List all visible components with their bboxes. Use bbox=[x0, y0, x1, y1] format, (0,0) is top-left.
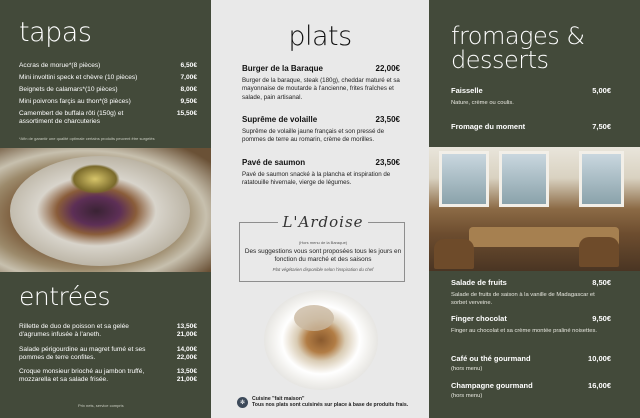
dessert-desc: Nature, crème ou coulis. bbox=[451, 100, 514, 106]
window-image bbox=[579, 151, 624, 207]
menu-item bbox=[19, 323, 197, 339]
dish-item bbox=[242, 158, 400, 188]
dessert-item bbox=[451, 314, 611, 335]
item-label: Rillette de duo de poisson et sa gelée d'agrumes infusée à l'aneth. bbox=[19, 323, 129, 338]
menu-item bbox=[19, 346, 197, 362]
menu-item bbox=[19, 62, 197, 70]
tapas-photo bbox=[0, 148, 211, 272]
dish-price: 23,50€ bbox=[375, 158, 400, 167]
item-label: Mini involtini speck et chèvre (10 pièces) bbox=[19, 74, 138, 81]
dessert-item bbox=[451, 86, 611, 107]
dessert-name: Café ou thé gourmand bbox=[451, 354, 531, 363]
plats-column bbox=[211, 0, 429, 418]
dessert-desc: Salade de fruits de saison à la vanille de Madagascar et sorbet verveine. bbox=[451, 292, 595, 306]
dish-item bbox=[242, 115, 400, 145]
cuisine-line2: Tous nos plats sont cuisinés sur place à base de produits frais. bbox=[252, 402, 409, 408]
dessert-name: Champagne gourmand bbox=[451, 381, 533, 390]
dessert-desc: Finger au chocolat et sa crème montée praliné noisettes. bbox=[451, 328, 597, 334]
item-price: 6,50€ bbox=[180, 62, 197, 69]
dessert-name: Salade de fruits bbox=[451, 278, 507, 287]
dish-price: 22,00€ bbox=[375, 64, 400, 73]
dish-desc: Burger de la baraque, steak (180g), cheddar maturé et sa mayonnaise de moutarde à l'ancienne, frites fraîches et salade, pain artisanal. bbox=[242, 77, 400, 101]
item-price: 14,00€ 22,00€ bbox=[176, 346, 197, 361]
item-label: Camembert de buffala rôti (150g) et assortiment de charcuteries bbox=[19, 110, 124, 125]
dessert-price: 9,50€ bbox=[592, 314, 611, 323]
menu-item bbox=[19, 110, 197, 126]
dish-photo bbox=[264, 290, 378, 390]
chef-icon: ✻ bbox=[237, 397, 248, 408]
dessert-price: 8,50€ bbox=[592, 278, 611, 287]
dish-desc: Pavé de saumon snacké à la plancha et inspiration de ratatouille hivernale, vierge de légumes. bbox=[242, 171, 391, 187]
dessert-price: 10,00€ bbox=[588, 354, 611, 363]
menu-item bbox=[19, 86, 197, 94]
item-label: Beignets de calamars*(10 pièces) bbox=[19, 86, 118, 93]
plats-title: plats bbox=[288, 21, 352, 52]
dish-desc: Suprême de volaille jaune français et son pressé de pommes de terre au romarin, crème de morilles. bbox=[242, 128, 385, 144]
chair-image bbox=[579, 237, 619, 267]
dessert-item bbox=[451, 381, 611, 400]
item-price: 8,00€ bbox=[180, 86, 197, 93]
ardoise-logo: L'Ardoise bbox=[240, 213, 406, 231]
menu-item bbox=[19, 74, 197, 82]
tapas-entrees-column bbox=[0, 0, 211, 418]
dish-name: Pavé de saumon bbox=[242, 158, 306, 167]
item-price: 9,50€ bbox=[180, 98, 197, 105]
dessert-name: Finger chocolat bbox=[451, 314, 507, 323]
dessert-item bbox=[451, 278, 611, 307]
dessert-desc: (hors menu) bbox=[451, 366, 483, 372]
cuisine-note bbox=[237, 396, 408, 408]
item-price: 13,50€ 21,00€ bbox=[176, 323, 197, 338]
dish-name: Burger de la Baraque bbox=[242, 64, 323, 73]
window-image bbox=[499, 151, 549, 207]
ardoise-veg: Plat végétarien disponible selon l'inspiration du chef bbox=[272, 267, 374, 272]
dessert-desc: (hors menu) bbox=[451, 393, 483, 399]
dish-price: 23,50€ bbox=[375, 115, 400, 124]
item-label: Mini poivrons farçis au thon*(8 pièces) bbox=[19, 98, 131, 105]
window-image bbox=[439, 151, 489, 207]
desserts-column bbox=[429, 0, 640, 418]
chair-image bbox=[434, 239, 474, 269]
dessert-item bbox=[451, 354, 611, 373]
dessert-price: 16,00€ bbox=[588, 381, 611, 390]
menu-item bbox=[19, 368, 197, 384]
item-label: Salade périgourdine au magret fumé et ses pommes de terre confites. bbox=[19, 346, 146, 361]
dessert-item bbox=[451, 122, 611, 131]
dish-item bbox=[242, 64, 400, 102]
menu-item bbox=[19, 98, 197, 106]
tapas-title: tapas bbox=[19, 17, 92, 48]
item-price: 15,50€ bbox=[176, 110, 197, 117]
item-price: 7,00€ bbox=[180, 74, 197, 81]
ardoise-sub: (Hors menu de la Baraque) bbox=[298, 240, 348, 245]
sauce-image bbox=[294, 305, 334, 331]
entrees-note: Prix nets, service compris bbox=[78, 403, 124, 408]
item-price: 13,50€ 21,00€ bbox=[176, 368, 197, 383]
cuisine-line1: Cuisine "fait maison" bbox=[252, 396, 305, 402]
dessert-name: Faisselle bbox=[451, 86, 483, 95]
dessert-name: Fromage du moment bbox=[451, 122, 526, 131]
ardoise-box bbox=[239, 213, 405, 282]
garnish-image bbox=[70, 164, 120, 194]
item-label: Accras de morue*(8 pièces) bbox=[19, 62, 101, 69]
ardoise-text: Des suggestions vous sont proposées tous les jours en fonction du marché et des saisons bbox=[244, 248, 402, 263]
restaurant-photo bbox=[429, 147, 640, 271]
dessert-price: 5,00€ bbox=[592, 86, 611, 95]
desserts-title: fromages & desserts bbox=[451, 22, 585, 74]
dish-name: Suprême de volaille bbox=[242, 115, 318, 124]
tapas-note: *Afin de garantir une qualité optimale certains produits peuvent être surgelés bbox=[19, 136, 155, 141]
dessert-price: 7,50€ bbox=[592, 122, 611, 131]
entrees-title: entrées bbox=[19, 282, 111, 311]
item-label: Croque monsieur brioché au jambon truffé, mozzarella et sa salade frisée. bbox=[19, 368, 145, 383]
